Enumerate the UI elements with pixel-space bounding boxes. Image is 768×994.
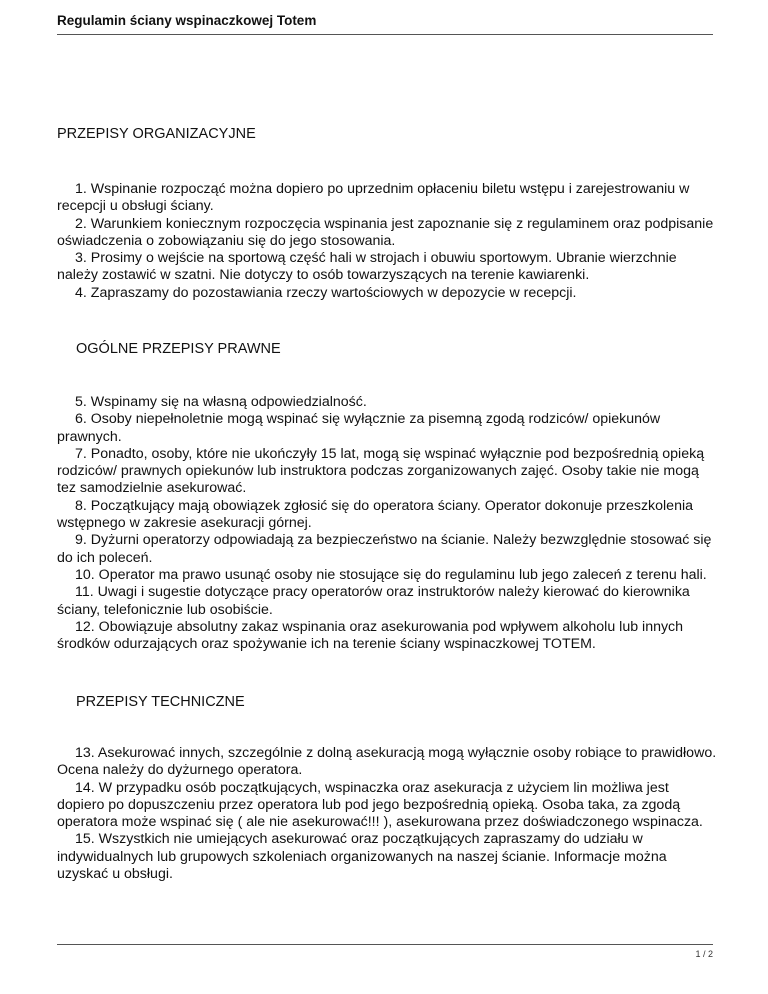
- rules-list-technical: [57, 745, 717, 883]
- rule-item: 11. Uwagi i sugestie dotyczące pracy operatorów oraz instruktorów należy kierować do kierownika ściany, telefonicznie lub osobiście.: [57, 584, 690, 618]
- page-number: 1 / 2: [695, 949, 713, 959]
- document-title: Regulamin ściany wspinaczkowej Totem: [57, 13, 317, 28]
- rule-item: 3. Prosimy o wejście na sportową część hali w strojach i obuwiu sportowym. Ubranie wierzchnie należy zostawić w szatni. Nie dotyczy to osób towarzyszących na terenie kawiarenki.: [57, 250, 677, 284]
- rule-item: 2. Warunkiem koniecznym rozpoczęcia wspinania jest zapoznanie się z regulaminem oraz podpisanie oświadczenia o zobowiązaniu się do jego stosowania.: [57, 215, 714, 249]
- rule-item: 6. Osoby niepełnoletnie mogą wspinać się wyłącznie za pisemną zgodą rodziców/ opiekunów prawnych.: [57, 411, 661, 445]
- rule-item: 13. Asekurować innych, szczególnie z dolną asekuracją mogą wyłącznie osoby robiące to prawidłowo. Ocena należy do dyżurnego operatora.: [57, 745, 717, 779]
- rules-list-organizational: [57, 181, 717, 302]
- rule-item: 5. Wspinamy się na własną odpowiedzialność.: [75, 394, 367, 410]
- section-heading-organizational: PRZEPISY ORGANIZACYJNE: [57, 126, 256, 142]
- section-heading-technical: PRZEPISY TECHNICZNE: [76, 694, 245, 710]
- rule-item: 12. Obowiązuje absolutny zakaz wspinania oraz asekurowania pod wpływem alkoholu lub innych środków odurzających oraz spożywanie ich na terenie ściany wspinaczkowej TOTEM.: [57, 618, 684, 653]
- rule-item: 15. Wszystkich nie umiejących asekurować oraz początkujących zapraszamy do udziału w indywidualnych lub grupowych szkoleniach organizowanych na naszej ścianie. Informacje można uzyskać u obsługi.: [57, 831, 667, 883]
- rules-list-legal: [57, 394, 717, 653]
- page-footer: [57, 944, 713, 959]
- rule-item: 14. W przypadku osób początkujących, wspinaczka oraz asekuracja z użyciem lin możliwa jest dopiero po dopuszczeniu przez operatora lub pod jego bezpośrednią opieką. Osoba taka, za zgodą operatora może wspinać się ( ale nie asekurować!!! ), asekurowana przez doświadczonego wspinacza.: [57, 779, 703, 831]
- section-heading-legal: OGÓLNE PRZEPISY PRAWNE: [76, 341, 281, 357]
- page-header: [57, 8, 713, 35]
- rule-item: 4. Zapraszamy do pozostawiania rzeczy wartościowych w depozycie w recepcji.: [75, 284, 577, 301]
- rule-item: 9. Dyżurni operatorzy odpowiadają za bezpieczeństwo na ścianie. Należy bezwzględnie stosować się do ich poleceń.: [57, 532, 712, 566]
- rule-item: 10. Operator ma prawo usunąć osoby nie stosujące się do regulaminu lub jego zaleceń z terenu hali.: [75, 566, 707, 583]
- rule-item: 7. Ponadto, osoby, które nie ukończyły 15 lat, mogą się wspinać wyłącznie pod bezpośrednią opieką rodziców/ prawnych opiekunów lub instruktora podczas zorganizowanych zajęć. Osoby takie nie mogą tez samodzielnie asekurować.: [57, 445, 705, 497]
- rule-item: 1. Wspinanie rozpocząć można dopiero po uprzednim opłaceniu biletu wstępu i zarejestrowaniu w recepcji u obsługi ściany.: [57, 181, 690, 215]
- rule-item: 8. Początkujący mają obowiązek zgłosić się do operatora ściany. Operator dokonuje przeszkolenia wstępnego w zakresie asekuracji górnej.: [57, 497, 694, 532]
